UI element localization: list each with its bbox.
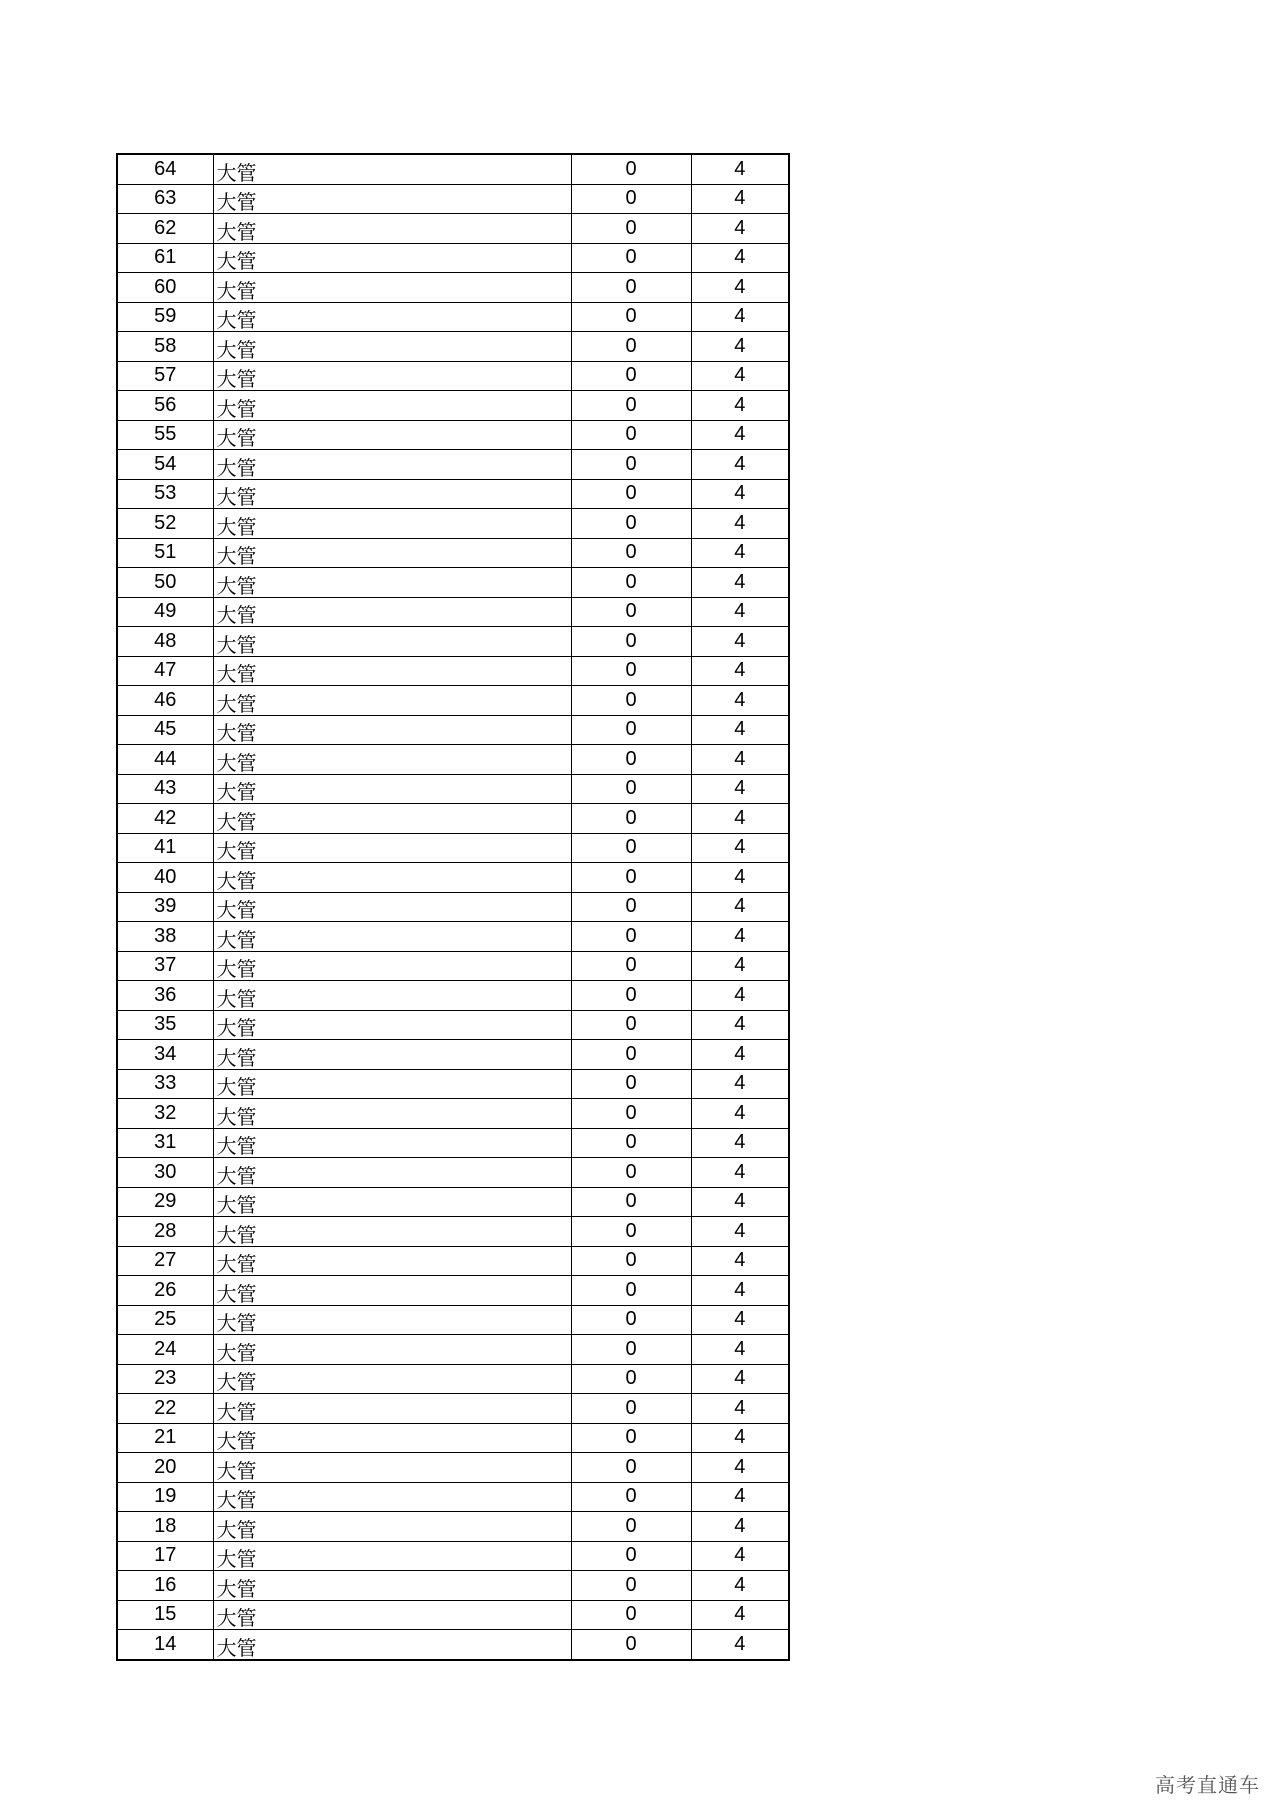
value-cell: 4 bbox=[691, 1630, 789, 1660]
rank-cell: 45 bbox=[117, 715, 213, 745]
rank-cell: 61 bbox=[117, 243, 213, 273]
value-cell: 0 bbox=[571, 538, 691, 568]
name-cell: 大管 bbox=[213, 509, 571, 539]
value-cell: 4 bbox=[691, 184, 789, 214]
name-cell: 大管 bbox=[213, 1482, 571, 1512]
value-cell: 0 bbox=[571, 1040, 691, 1070]
value-cell: 4 bbox=[691, 745, 789, 775]
value-cell: 4 bbox=[691, 361, 789, 391]
rank-cell: 34 bbox=[117, 1040, 213, 1070]
value-cell: 4 bbox=[691, 391, 789, 421]
name-cell: 大管 bbox=[213, 804, 571, 834]
table-row bbox=[117, 1600, 789, 1630]
table-row bbox=[117, 1364, 789, 1394]
name-cell: 大管 bbox=[213, 1571, 571, 1601]
name-cell: 大管 bbox=[213, 332, 571, 362]
table-row bbox=[117, 509, 789, 539]
value-cell: 4 bbox=[691, 656, 789, 686]
value-cell: 4 bbox=[691, 1040, 789, 1070]
name-cell: 大管 bbox=[213, 243, 571, 273]
name-cell: 大管 bbox=[213, 1217, 571, 1247]
rank-cell: 63 bbox=[117, 184, 213, 214]
rank-cell: 25 bbox=[117, 1305, 213, 1335]
name-cell: 大管 bbox=[213, 892, 571, 922]
rank-cell: 54 bbox=[117, 450, 213, 480]
value-cell: 0 bbox=[571, 892, 691, 922]
name-cell: 大管 bbox=[213, 302, 571, 332]
name-cell: 大管 bbox=[213, 922, 571, 952]
value-cell: 0 bbox=[571, 981, 691, 1011]
value-cell: 0 bbox=[571, 1158, 691, 1188]
data-table bbox=[116, 153, 790, 1661]
value-cell: 4 bbox=[691, 154, 789, 184]
name-cell: 大管 bbox=[213, 1069, 571, 1099]
name-cell: 大管 bbox=[213, 1423, 571, 1453]
rank-cell: 16 bbox=[117, 1571, 213, 1601]
rank-cell: 39 bbox=[117, 892, 213, 922]
table-row bbox=[117, 1423, 789, 1453]
value-cell: 0 bbox=[571, 774, 691, 804]
rank-cell: 24 bbox=[117, 1335, 213, 1365]
value-cell: 0 bbox=[571, 1482, 691, 1512]
value-cell: 4 bbox=[691, 273, 789, 303]
rank-cell: 49 bbox=[117, 597, 213, 627]
value-cell: 4 bbox=[691, 981, 789, 1011]
value-cell: 4 bbox=[691, 1246, 789, 1276]
value-cell: 0 bbox=[571, 1128, 691, 1158]
table-row bbox=[117, 1040, 789, 1070]
value-cell: 0 bbox=[571, 597, 691, 627]
name-cell: 大管 bbox=[213, 656, 571, 686]
value-cell: 0 bbox=[571, 1246, 691, 1276]
table-row bbox=[117, 1571, 789, 1601]
rank-cell: 38 bbox=[117, 922, 213, 952]
name-cell: 大管 bbox=[213, 420, 571, 450]
name-cell: 大管 bbox=[213, 715, 571, 745]
rank-cell: 51 bbox=[117, 538, 213, 568]
rank-cell: 46 bbox=[117, 686, 213, 716]
rank-cell: 47 bbox=[117, 656, 213, 686]
table-row bbox=[117, 1394, 789, 1424]
value-cell: 0 bbox=[571, 243, 691, 273]
value-cell: 0 bbox=[571, 745, 691, 775]
name-cell: 大管 bbox=[213, 1040, 571, 1070]
table-row bbox=[117, 1335, 789, 1365]
rank-cell: 26 bbox=[117, 1276, 213, 1306]
value-cell: 4 bbox=[691, 509, 789, 539]
value-cell: 4 bbox=[691, 479, 789, 509]
name-cell: 大管 bbox=[213, 951, 571, 981]
table-row bbox=[117, 1187, 789, 1217]
name-cell: 大管 bbox=[213, 479, 571, 509]
value-cell: 0 bbox=[571, 1010, 691, 1040]
value-cell: 4 bbox=[691, 804, 789, 834]
table-row bbox=[117, 922, 789, 952]
name-cell: 大管 bbox=[213, 1276, 571, 1306]
value-cell: 0 bbox=[571, 1394, 691, 1424]
name-cell: 大管 bbox=[213, 686, 571, 716]
value-cell: 4 bbox=[691, 1541, 789, 1571]
rank-cell: 36 bbox=[117, 981, 213, 1011]
table-row bbox=[117, 391, 789, 421]
table-row bbox=[117, 863, 789, 893]
rank-cell: 50 bbox=[117, 568, 213, 598]
value-cell: 0 bbox=[571, 214, 691, 244]
name-cell: 大管 bbox=[213, 154, 571, 184]
rank-cell: 23 bbox=[117, 1364, 213, 1394]
name-cell: 大管 bbox=[213, 1305, 571, 1335]
value-cell: 4 bbox=[691, 951, 789, 981]
table-row bbox=[117, 1099, 789, 1129]
value-cell: 0 bbox=[571, 1217, 691, 1247]
table-row bbox=[117, 1512, 789, 1542]
table-row bbox=[117, 774, 789, 804]
value-cell: 0 bbox=[571, 804, 691, 834]
value-cell: 4 bbox=[691, 1099, 789, 1129]
rank-cell: 22 bbox=[117, 1394, 213, 1424]
table-row bbox=[117, 1069, 789, 1099]
value-cell: 4 bbox=[691, 1571, 789, 1601]
table-row bbox=[117, 361, 789, 391]
value-cell: 0 bbox=[571, 627, 691, 657]
name-cell: 大管 bbox=[213, 627, 571, 657]
rank-cell: 64 bbox=[117, 154, 213, 184]
rank-cell: 33 bbox=[117, 1069, 213, 1099]
value-cell: 4 bbox=[691, 1423, 789, 1453]
name-cell: 大管 bbox=[213, 745, 571, 775]
rank-cell: 17 bbox=[117, 1541, 213, 1571]
rank-cell: 62 bbox=[117, 214, 213, 244]
value-cell: 4 bbox=[691, 892, 789, 922]
rank-cell: 30 bbox=[117, 1158, 213, 1188]
table-row bbox=[117, 1276, 789, 1306]
rank-cell: 32 bbox=[117, 1099, 213, 1129]
value-cell: 4 bbox=[691, 597, 789, 627]
name-cell: 大管 bbox=[213, 863, 571, 893]
name-cell: 大管 bbox=[213, 184, 571, 214]
rank-cell: 55 bbox=[117, 420, 213, 450]
name-cell: 大管 bbox=[213, 1541, 571, 1571]
name-cell: 大管 bbox=[213, 1010, 571, 1040]
value-cell: 4 bbox=[691, 833, 789, 863]
name-cell: 大管 bbox=[213, 833, 571, 863]
value-cell: 4 bbox=[691, 627, 789, 657]
value-cell: 0 bbox=[571, 273, 691, 303]
value-cell: 4 bbox=[691, 1335, 789, 1365]
value-cell: 4 bbox=[691, 568, 789, 598]
rank-cell: 52 bbox=[117, 509, 213, 539]
name-cell: 大管 bbox=[213, 391, 571, 421]
table-row bbox=[117, 1453, 789, 1483]
value-cell: 0 bbox=[571, 1335, 691, 1365]
name-cell: 大管 bbox=[213, 361, 571, 391]
value-cell: 0 bbox=[571, 154, 691, 184]
value-cell: 0 bbox=[571, 1541, 691, 1571]
value-cell: 0 bbox=[571, 420, 691, 450]
value-cell: 4 bbox=[691, 1069, 789, 1099]
table-row bbox=[117, 1482, 789, 1512]
value-cell: 4 bbox=[691, 686, 789, 716]
name-cell: 大管 bbox=[213, 1600, 571, 1630]
value-cell: 0 bbox=[571, 450, 691, 480]
value-cell: 0 bbox=[571, 1099, 691, 1129]
table-row bbox=[117, 981, 789, 1011]
rank-cell: 28 bbox=[117, 1217, 213, 1247]
name-cell: 大管 bbox=[213, 1364, 571, 1394]
name-cell: 大管 bbox=[213, 597, 571, 627]
value-cell: 0 bbox=[571, 509, 691, 539]
rank-cell: 27 bbox=[117, 1246, 213, 1276]
value-cell: 4 bbox=[691, 1158, 789, 1188]
value-cell: 0 bbox=[571, 1571, 691, 1601]
value-cell: 0 bbox=[571, 1364, 691, 1394]
rank-cell: 31 bbox=[117, 1128, 213, 1158]
table-row bbox=[117, 597, 789, 627]
value-cell: 0 bbox=[571, 184, 691, 214]
value-cell: 0 bbox=[571, 656, 691, 686]
value-cell: 4 bbox=[691, 243, 789, 273]
value-cell: 0 bbox=[571, 922, 691, 952]
name-cell: 大管 bbox=[213, 273, 571, 303]
value-cell: 0 bbox=[571, 361, 691, 391]
rank-cell: 19 bbox=[117, 1482, 213, 1512]
value-cell: 4 bbox=[691, 1276, 789, 1306]
value-cell: 0 bbox=[571, 833, 691, 863]
watermark: 高考直通车 bbox=[1155, 1773, 1260, 1797]
name-cell: 大管 bbox=[213, 981, 571, 1011]
value-cell: 4 bbox=[691, 715, 789, 745]
table-body bbox=[117, 154, 789, 1660]
table-row bbox=[117, 686, 789, 716]
name-cell: 大管 bbox=[213, 1187, 571, 1217]
rank-cell: 48 bbox=[117, 627, 213, 657]
value-cell: 0 bbox=[571, 1453, 691, 1483]
value-cell: 4 bbox=[691, 1482, 789, 1512]
value-cell: 0 bbox=[571, 1630, 691, 1660]
rank-cell: 57 bbox=[117, 361, 213, 391]
table-row bbox=[117, 243, 789, 273]
table-row bbox=[117, 479, 789, 509]
name-cell: 大管 bbox=[213, 214, 571, 244]
value-cell: 4 bbox=[691, 863, 789, 893]
rank-cell: 37 bbox=[117, 951, 213, 981]
value-cell: 0 bbox=[571, 479, 691, 509]
value-cell: 4 bbox=[691, 1010, 789, 1040]
table-row bbox=[117, 273, 789, 303]
value-cell: 4 bbox=[691, 1512, 789, 1542]
table-row bbox=[117, 951, 789, 981]
rank-cell: 43 bbox=[117, 774, 213, 804]
rank-cell: 56 bbox=[117, 391, 213, 421]
value-cell: 4 bbox=[691, 538, 789, 568]
value-cell: 4 bbox=[691, 1394, 789, 1424]
name-cell: 大管 bbox=[213, 1246, 571, 1276]
name-cell: 大管 bbox=[213, 1128, 571, 1158]
table-row bbox=[117, 804, 789, 834]
table-row bbox=[117, 1630, 789, 1660]
rank-cell: 44 bbox=[117, 745, 213, 775]
table-row bbox=[117, 1305, 789, 1335]
rank-cell: 35 bbox=[117, 1010, 213, 1040]
table-row bbox=[117, 1010, 789, 1040]
rank-cell: 58 bbox=[117, 332, 213, 362]
table-row bbox=[117, 568, 789, 598]
rank-cell: 15 bbox=[117, 1600, 213, 1630]
value-cell: 4 bbox=[691, 302, 789, 332]
value-cell: 0 bbox=[571, 1423, 691, 1453]
table-row bbox=[117, 656, 789, 686]
rank-cell: 14 bbox=[117, 1630, 213, 1660]
value-cell: 0 bbox=[571, 391, 691, 421]
value-cell: 4 bbox=[691, 774, 789, 804]
rank-cell: 20 bbox=[117, 1453, 213, 1483]
value-cell: 4 bbox=[691, 450, 789, 480]
value-cell: 0 bbox=[571, 1512, 691, 1542]
value-cell: 0 bbox=[571, 332, 691, 362]
name-cell: 大管 bbox=[213, 1630, 571, 1660]
rank-cell: 59 bbox=[117, 302, 213, 332]
rank-cell: 42 bbox=[117, 804, 213, 834]
table-row bbox=[117, 745, 789, 775]
value-cell: 4 bbox=[691, 332, 789, 362]
value-cell: 0 bbox=[571, 1187, 691, 1217]
table-row bbox=[117, 627, 789, 657]
table-row bbox=[117, 1246, 789, 1276]
table-row bbox=[117, 1541, 789, 1571]
rank-cell: 41 bbox=[117, 833, 213, 863]
name-cell: 大管 bbox=[213, 1099, 571, 1129]
rank-cell: 21 bbox=[117, 1423, 213, 1453]
value-cell: 4 bbox=[691, 922, 789, 952]
rank-cell: 40 bbox=[117, 863, 213, 893]
value-cell: 4 bbox=[691, 1600, 789, 1630]
table-row bbox=[117, 302, 789, 332]
value-cell: 4 bbox=[691, 214, 789, 244]
value-cell: 0 bbox=[571, 568, 691, 598]
name-cell: 大管 bbox=[213, 1512, 571, 1542]
value-cell: 0 bbox=[571, 1069, 691, 1099]
name-cell: 大管 bbox=[213, 568, 571, 598]
table-row bbox=[117, 1158, 789, 1188]
value-cell: 0 bbox=[571, 863, 691, 893]
value-cell: 4 bbox=[691, 420, 789, 450]
name-cell: 大管 bbox=[213, 1394, 571, 1424]
rank-cell: 60 bbox=[117, 273, 213, 303]
value-cell: 4 bbox=[691, 1217, 789, 1247]
rank-cell: 29 bbox=[117, 1187, 213, 1217]
name-cell: 大管 bbox=[213, 1158, 571, 1188]
table-row bbox=[117, 833, 789, 863]
table-row bbox=[117, 184, 789, 214]
table-row bbox=[117, 214, 789, 244]
table-row bbox=[117, 538, 789, 568]
name-cell: 大管 bbox=[213, 1453, 571, 1483]
value-cell: 4 bbox=[691, 1453, 789, 1483]
table-row bbox=[117, 332, 789, 362]
value-cell: 4 bbox=[691, 1364, 789, 1394]
name-cell: 大管 bbox=[213, 450, 571, 480]
value-cell: 0 bbox=[571, 686, 691, 716]
value-cell: 4 bbox=[691, 1128, 789, 1158]
value-cell: 0 bbox=[571, 1305, 691, 1335]
value-cell: 0 bbox=[571, 951, 691, 981]
value-cell: 0 bbox=[571, 1276, 691, 1306]
value-cell: 0 bbox=[571, 715, 691, 745]
table-row bbox=[117, 715, 789, 745]
name-cell: 大管 bbox=[213, 774, 571, 804]
name-cell: 大管 bbox=[213, 1335, 571, 1365]
value-cell: 4 bbox=[691, 1305, 789, 1335]
rank-cell: 18 bbox=[117, 1512, 213, 1542]
rank-cell: 53 bbox=[117, 479, 213, 509]
table-row bbox=[117, 154, 789, 184]
table-row bbox=[117, 892, 789, 922]
value-cell: 0 bbox=[571, 302, 691, 332]
value-cell: 0 bbox=[571, 1600, 691, 1630]
value-cell: 4 bbox=[691, 1187, 789, 1217]
table-row bbox=[117, 420, 789, 450]
table-row bbox=[117, 1217, 789, 1247]
table-row bbox=[117, 1128, 789, 1158]
table-row bbox=[117, 450, 789, 480]
name-cell: 大管 bbox=[213, 538, 571, 568]
